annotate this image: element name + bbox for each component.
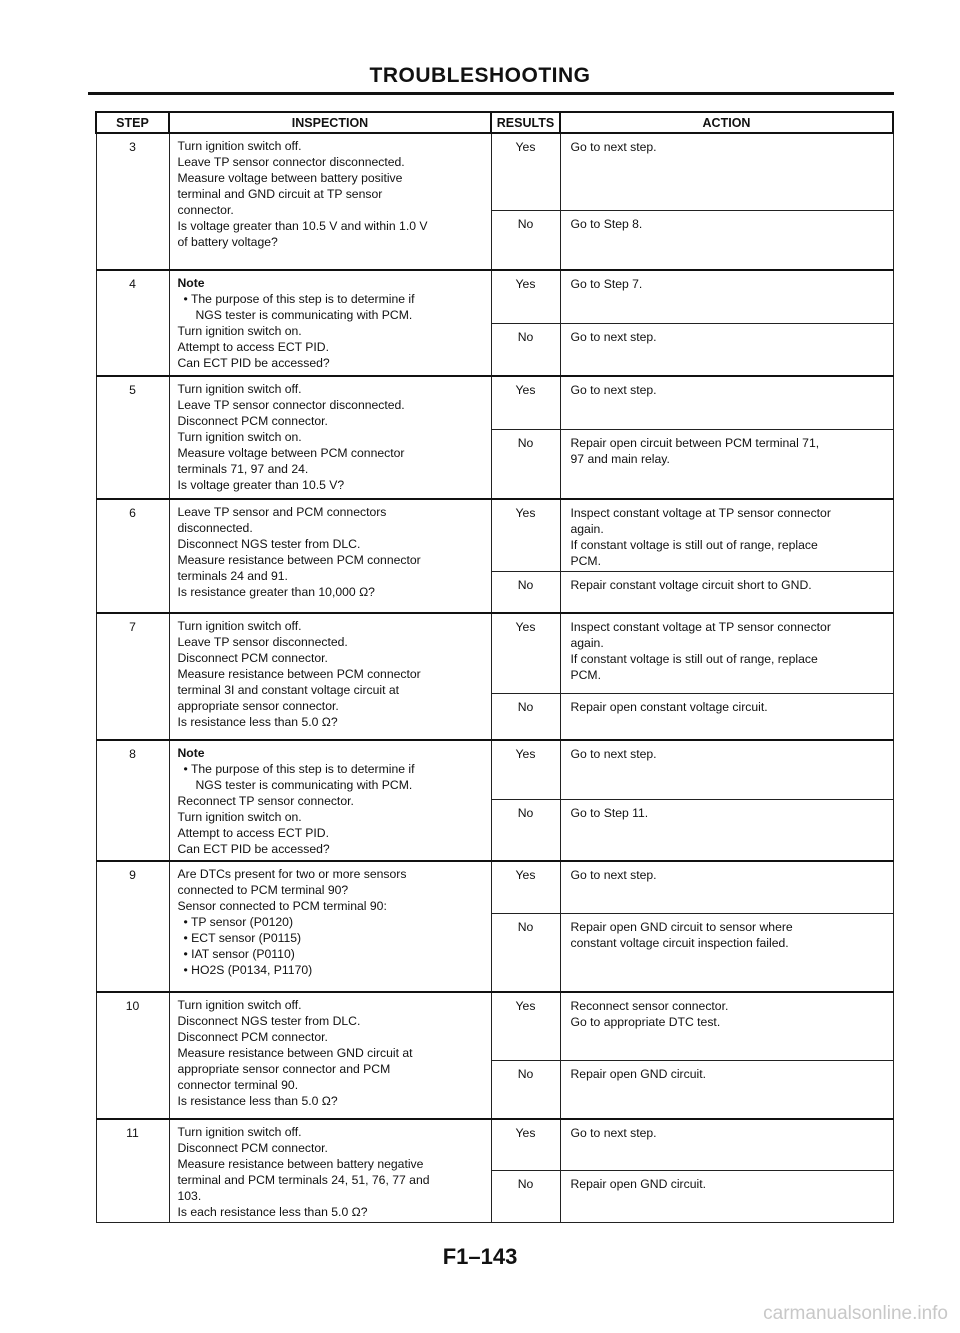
inspection-cell: [169, 376, 491, 499]
inspection-line: • The purpose of this step is to determine if: [178, 761, 487, 777]
inspection-cell: [169, 133, 491, 270]
troubleshooting-table: [95, 111, 894, 1223]
action-line: Repair open GND circuit.: [570, 1177, 706, 1191]
inspection-cell: [169, 740, 491, 861]
inspection-line: NGS tester is communicating with PCM.: [195, 308, 413, 322]
action-cell: [560, 1061, 893, 1119]
table-row: [96, 133, 893, 210]
inspection-line: Turn ignition switch off.: [177, 139, 302, 153]
inspection-line: of battery voltage?: [177, 235, 278, 249]
inspection-cell: [169, 861, 491, 992]
header-step: STEP: [96, 112, 169, 133]
inspection-line: Leave TP sensor connector disconnected.: [177, 155, 405, 169]
action-line: If constant voltage is still out of range, replace: [570, 651, 818, 666]
result-cell: No: [491, 694, 560, 740]
result-cell: Yes: [491, 861, 560, 914]
action-line: Inspect constant voltage at TP sensor connector: [570, 506, 831, 520]
action-cell: [560, 572, 893, 613]
inspection-cell: [169, 270, 491, 376]
inspection-line: Turn ignition switch off.: [177, 1124, 302, 1139]
action-line: Go to next step.: [570, 140, 657, 154]
action-line: Go to next step.: [570, 1125, 657, 1140]
result-cell: Yes: [491, 992, 560, 1061]
action-line: Repair open constant voltage circuit.: [570, 700, 768, 714]
inspection-line: terminal and GND circuit at TP sensor: [177, 187, 383, 201]
result-cell: No: [491, 1061, 560, 1119]
action-cell: [560, 210, 893, 270]
action-line: Go to Step 8.: [570, 216, 643, 231]
inspection-line: Measure resistance between GND circuit at: [177, 1045, 413, 1060]
action-line: Repair open GND circuit to sensor where: [570, 920, 793, 934]
inspection-cell: [169, 992, 491, 1119]
step-number: 10: [96, 992, 169, 1119]
inspection-line: connector terminal 90.: [177, 1077, 299, 1092]
action-line: Go to next step.: [570, 383, 657, 397]
inspection-line: Is resistance less than 5.0 Ω?: [177, 714, 338, 729]
table-row: [96, 861, 893, 914]
inspection-line: Attempt to access ECT PID.: [177, 340, 329, 354]
table-row: [96, 376, 893, 429]
action-cell: [560, 270, 893, 323]
inspection-line: Attempt to access ECT PID.: [177, 825, 329, 840]
page-title: TROUBLESHOOTING: [369, 64, 591, 87]
action-cell: [560, 613, 893, 694]
inspection-line: appropriate sensor connector and PCM: [177, 1061, 391, 1076]
watermark: carmanualsonline.info: [763, 1303, 948, 1324]
header-inspection: INSPECTION: [169, 112, 491, 133]
inspection-line: Reconnect TP sensor connector.: [177, 793, 354, 808]
action-cell: [560, 1171, 893, 1223]
action-line: Reconnect sensor connector.: [570, 998, 729, 1013]
result-cell: Yes: [491, 613, 560, 694]
action-line: Repair constant voltage circuit short to GND.: [570, 578, 812, 592]
action-line: PCM.: [570, 667, 601, 682]
action-cell: [560, 1119, 893, 1171]
inspection-line: Can ECT PID be accessed?: [177, 356, 330, 370]
action-line: Repair open GND circuit.: [570, 1067, 706, 1081]
table-row: [96, 499, 893, 572]
inspection-line: connector.: [177, 203, 234, 217]
inspection-line: Is voltage greater than 10.5 V?: [177, 478, 345, 492]
inspection-line: Sensor connected to PCM terminal 90:: [177, 898, 387, 913]
inspection-line: • TP sensor (P0120): [178, 914, 487, 930]
step-number: 8: [96, 740, 169, 861]
inspection-line: • IAT sensor (P0110): [178, 946, 487, 962]
action-line: Go to next step.: [570, 867, 657, 882]
table-row: [96, 992, 893, 1061]
inspection-line: Turn ignition switch on.: [177, 809, 302, 824]
result-cell: Yes: [491, 270, 560, 323]
action-line: Go to appropriate DTC test.: [570, 1014, 721, 1029]
action-line: again.: [570, 522, 604, 536]
result-cell: No: [491, 210, 560, 270]
inspection-line: Measure voltage between battery positive: [177, 171, 403, 185]
inspection-line: Disconnect PCM connector.: [177, 1140, 328, 1155]
inspection-line: Turn ignition switch on.: [177, 324, 302, 338]
inspection-line: Leave TP sensor disconnected.: [177, 634, 348, 649]
action-line: PCM.: [570, 554, 601, 568]
inspection-line: Leave TP sensor and PCM connectors: [177, 505, 387, 519]
inspection-line: Turn ignition switch on.: [177, 430, 302, 444]
action-line: Go to next step.: [570, 329, 657, 344]
inspection-line: Disconnect NGS tester from DLC.: [177, 537, 361, 551]
action-cell: [560, 914, 893, 992]
result-cell: No: [491, 429, 560, 499]
inspection-line: Measure resistance between PCM connector: [177, 666, 421, 681]
table-row: [96, 270, 893, 323]
step-number: 3: [96, 133, 169, 270]
table-row: [96, 740, 893, 800]
inspection-line: • ECT sensor (P0115): [178, 930, 487, 946]
inspection-line: Can ECT PID be accessed?: [177, 841, 330, 856]
action-cell: [560, 740, 893, 800]
inspection-line: terminal 3I and constant voltage circuit at: [177, 682, 400, 697]
action-cell: [560, 133, 893, 210]
action-cell: [560, 429, 893, 499]
action-cell: [560, 861, 893, 914]
result-cell: No: [491, 572, 560, 613]
table-row: [96, 613, 893, 694]
result-cell: Yes: [491, 1119, 560, 1171]
action-cell: [560, 376, 893, 429]
inspection-line: terminal and PCM terminals 24, 51, 76, 77 and: [177, 1172, 430, 1187]
step-number: 4: [96, 270, 169, 376]
action-cell: [560, 499, 893, 572]
inspection-cell: [169, 499, 491, 613]
action-line: again.: [570, 635, 604, 650]
action-line: constant voltage circuit inspection failed.: [570, 936, 789, 950]
inspection-line: • The purpose of this step is to determine if: [178, 291, 487, 307]
inspection-line: Measure voltage between PCM connector: [177, 446, 405, 460]
inspection-line: appropriate sensor connector.: [177, 698, 339, 713]
result-cell: Yes: [491, 499, 560, 572]
inspection-line: terminals 24 and 91.: [177, 569, 288, 583]
header-action: ACTION: [560, 112, 893, 133]
result-cell: No: [491, 914, 560, 992]
result-cell: No: [491, 1171, 560, 1223]
inspection-line: connected to PCM terminal 90?: [177, 882, 349, 897]
inspection-line: Is resistance less than 5.0 Ω?: [177, 1093, 338, 1108]
action-cell: [560, 694, 893, 740]
action-line: If constant voltage is still out of range, replace: [570, 538, 818, 552]
step-number: 9: [96, 861, 169, 992]
inspection-line: 103.: [177, 1188, 202, 1203]
step-number: 6: [96, 499, 169, 613]
action-line: Go to Step 11.: [570, 806, 649, 820]
inspection-line: NGS tester is communicating with PCM.: [195, 777, 413, 792]
result-cell: No: [491, 800, 560, 861]
result-cell: No: [491, 323, 560, 376]
note-heading: Note: [177, 745, 205, 760]
inspection-line: Disconnect PCM connector.: [177, 1029, 328, 1044]
inspection-cell: [169, 613, 491, 740]
inspection-line: Is resistance greater than 10,000 Ω?: [177, 585, 375, 599]
inspection-line: disconnected.: [177, 521, 253, 535]
inspection-line: Turn ignition switch off.: [177, 618, 302, 633]
inspection-line: Turn ignition switch off.: [177, 382, 302, 396]
action-line: Go to Step 7.: [570, 277, 643, 291]
table-row: [96, 1119, 893, 1171]
action-line: Repair open circuit between PCM terminal 71,: [570, 435, 820, 450]
result-cell: Yes: [491, 376, 560, 429]
inspection-line: Is each resistance less than 5.0 Ω?: [177, 1204, 368, 1219]
inspection-line: Is voltage greater than 10.5 V and within 1.0 V: [177, 219, 428, 233]
inspection-cell: [169, 1119, 491, 1223]
title-rule: [88, 92, 894, 95]
inspection-line: Turn ignition switch off.: [177, 997, 302, 1012]
step-number: 5: [96, 376, 169, 499]
step-number: 7: [96, 613, 169, 740]
inspection-line: Disconnect PCM connector.: [177, 414, 328, 428]
step-number: 11: [96, 1119, 169, 1223]
action-line: Go to next step.: [570, 746, 657, 761]
inspection-line: Measure resistance between battery negative: [177, 1156, 424, 1171]
page-number: F1–143: [442, 1244, 518, 1269]
header-row: [96, 112, 893, 133]
note-heading: Note: [177, 276, 205, 290]
inspection-line: Disconnect NGS tester from DLC.: [177, 1013, 361, 1028]
action-line: Inspect constant voltage at TP sensor connector: [570, 619, 831, 634]
action-cell: [560, 323, 893, 376]
inspection-line: Measure resistance between PCM connector: [177, 553, 421, 567]
result-cell: Yes: [491, 740, 560, 800]
action-cell: [560, 800, 893, 861]
table-body: [96, 133, 893, 1223]
inspection-line: terminals 71, 97 and 24.: [177, 462, 309, 476]
header-results: RESULTS: [491, 112, 560, 133]
inspection-line: Leave TP sensor connector disconnected.: [177, 398, 405, 412]
result-cell: Yes: [491, 133, 560, 210]
inspection-line: Disconnect PCM connector.: [177, 650, 328, 665]
inspection-line: Are DTCs present for two or more sensors: [177, 866, 407, 881]
action-line: 97 and main relay.: [570, 451, 670, 466]
inspection-line: • HO2S (P0134, P1170): [178, 962, 487, 978]
action-cell: [560, 992, 893, 1061]
